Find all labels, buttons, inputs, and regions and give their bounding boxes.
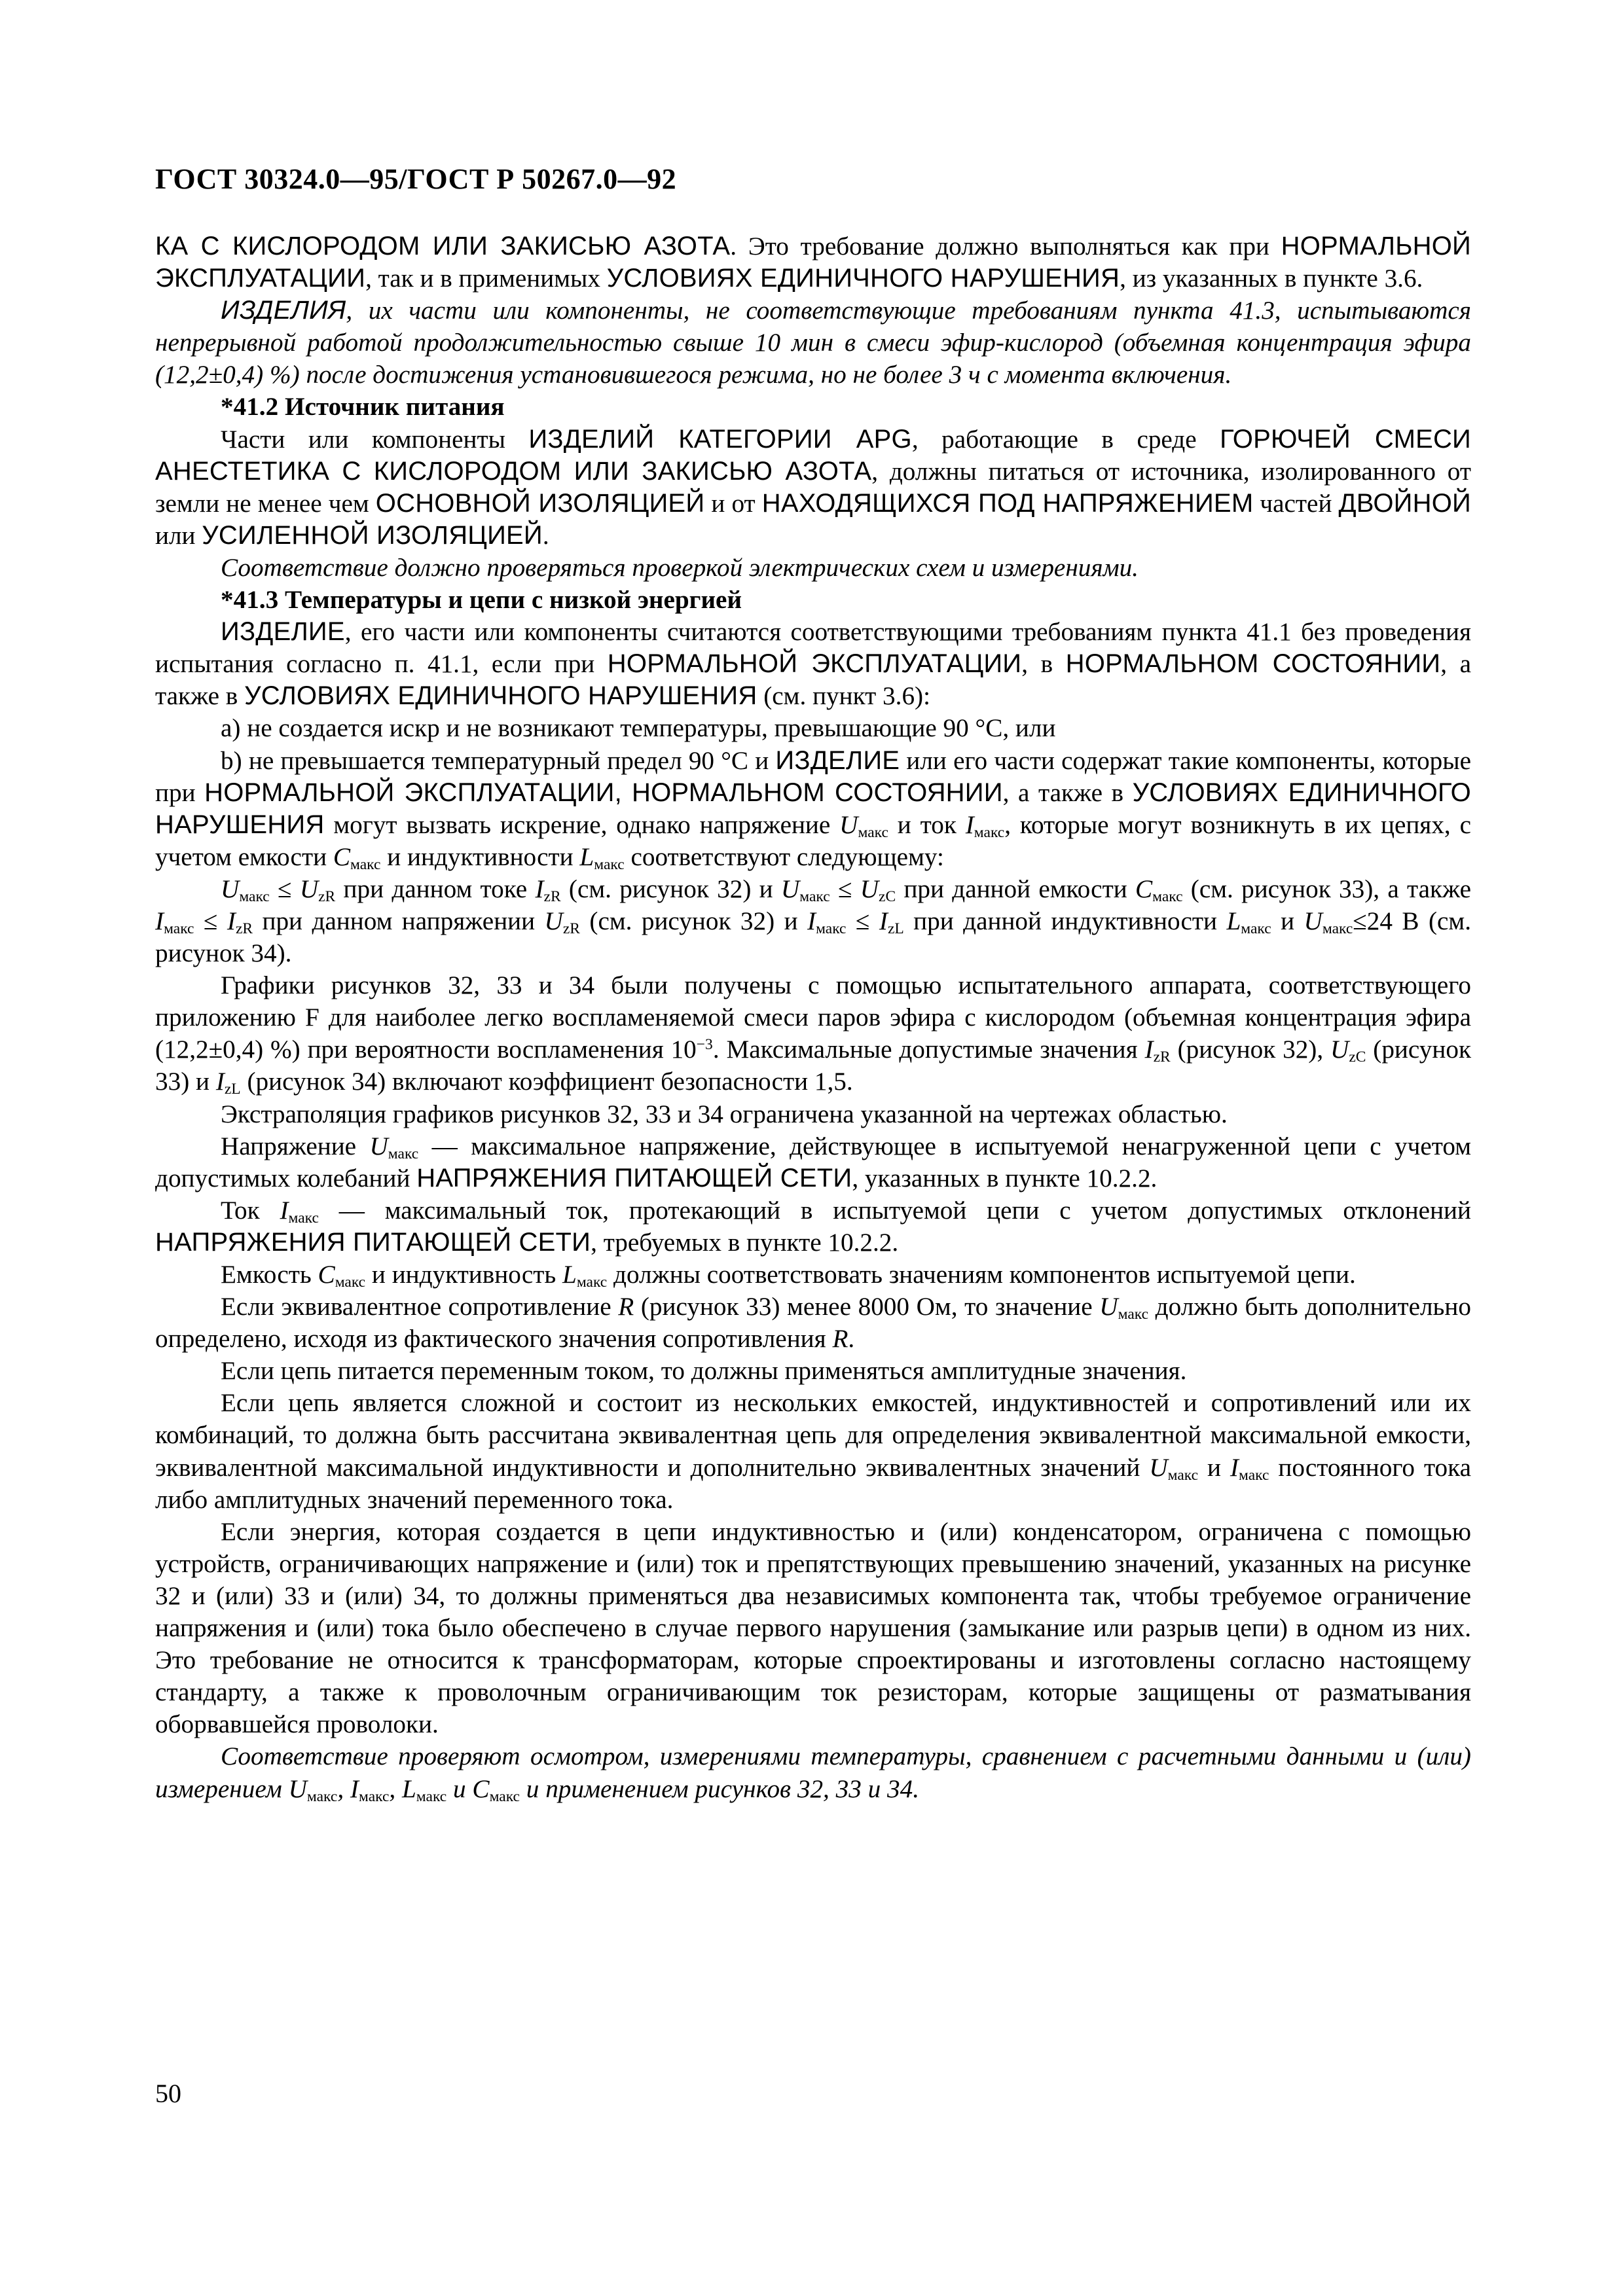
subscript: макс <box>164 920 194 937</box>
text: Емкость <box>221 1261 318 1289</box>
text: или <box>155 521 202 550</box>
text: Напряжение <box>221 1132 370 1160</box>
symbol: C <box>1135 874 1153 903</box>
paragraph: Экстраполяция графиков рисунков 32, 33 и 34 ограничена указанной на чертежах областью. <box>221 1100 1228 1128</box>
text: , из указанных в пункте 3.6. <box>1120 264 1423 293</box>
subscript: макс <box>1241 920 1271 937</box>
text: (см. рисунок 32) и <box>560 874 781 903</box>
text: (рисунок 33) менее 8000 Ом, то значение <box>634 1293 1100 1321</box>
text: (см. пункт 3.6): <box>757 682 930 711</box>
operator: ≤ <box>194 906 227 935</box>
text: (см. рисунок 32) и <box>579 906 807 935</box>
text: и <box>447 1774 473 1803</box>
term: НАПРЯЖЕНИЯ ПИТАЮЩЕЙ СЕТИ <box>155 1227 591 1257</box>
subscript: макс <box>799 888 830 905</box>
symbol: U <box>1099 1293 1118 1321</box>
subscript: zC <box>879 888 896 905</box>
text: . Максимальные допустимые значения <box>712 1035 1145 1064</box>
text: , которые могут возникнуть в их цепях, с учетом емкости <box>155 810 1471 871</box>
subscript: макс <box>239 888 270 905</box>
subscript: макс <box>1118 1305 1149 1323</box>
term: ГОРЮЧЕЙ СМЕСИ АНЕСТЕТИКА С КИСЛОРОДОМ ИЛИ ЗАКИСЬЮ АЗОТА <box>155 424 1472 486</box>
text: или его части содержат такие компоненты, которые при <box>155 746 1471 807</box>
paragraph-italic <box>155 1740 1471 1804</box>
text: и индуктивность <box>365 1261 563 1289</box>
text: и ток <box>888 810 966 839</box>
text: . Это требование должно выполняться как при <box>730 232 1281 260</box>
symbol: C <box>472 1774 490 1803</box>
term: УСЛОВИЯХ ЕДИНИЧНОГО НАРУШЕНИЯ <box>155 778 1471 839</box>
term: НАПРЯЖЕНИЯ ПИТАЮЩЕЙ СЕТИ <box>416 1163 852 1193</box>
text: , работающие в среде <box>911 425 1220 454</box>
subscript: макс <box>388 1145 419 1162</box>
text: и применением рисунков 32, 33 и 34. <box>520 1774 919 1803</box>
subscript: макс <box>1238 1466 1269 1484</box>
subscript: макс <box>489 1787 520 1805</box>
text: Если эквивалентное сопротивление <box>221 1293 619 1321</box>
subscript: zR <box>318 888 336 905</box>
text: , требуемых в пункте 10.2.2. <box>591 1228 899 1257</box>
subscript: zR <box>562 920 580 937</box>
symbol: L <box>579 842 594 871</box>
subscript: макс <box>306 1787 338 1805</box>
term: УСИЛЕННОЙ ИЗОЛЯЦИЕЙ <box>202 520 543 550</box>
subscript: макс <box>288 1209 319 1227</box>
text: должно быть дополнительно определено, исходя из фактического значения сопротивления <box>155 1293 1471 1354</box>
text: постоянного тока либо амплитудных значений переменного тока. <box>155 1453 1471 1514</box>
symbol: I <box>807 906 816 935</box>
paragraph <box>155 1291 1471 1355</box>
text: , так и в применимых <box>365 264 607 293</box>
symbol: I <box>965 810 974 839</box>
term: ОСНОВНОЙ ИЗОЛЯЦИЕЙ <box>375 488 705 518</box>
symbol: U <box>780 874 800 903</box>
subscript: макс <box>816 920 847 937</box>
text: и от <box>704 489 762 518</box>
text: , <box>337 1774 350 1803</box>
term: ДВОЙНОЙ <box>1338 488 1471 518</box>
term: УСЛОВИЯХ ЕДИНИЧНОГО НАРУШЕНИЯ <box>606 264 1120 293</box>
term: УСЛОВИЯХ ЕДИНИЧНОГО НАРУШЕНИЯ <box>244 681 757 711</box>
text: ≤24 В (см. рисунок 34). <box>155 906 1472 968</box>
operator: ≤ <box>269 874 300 903</box>
subscript: макс <box>358 1787 390 1805</box>
text: , а также в <box>1002 778 1133 807</box>
subscript: макс <box>416 1787 447 1805</box>
text: (см. рисунок 33), а также <box>1182 874 1471 903</box>
document-body <box>155 230 1471 1805</box>
text: (рисунок 32), <box>1170 1035 1330 1064</box>
text: , их части или компоненты, не соответствующие требованиям пункта 41.3, испытываются непрерывной работой продолжительностью свыше 10 мин в смеси эфир-кислород (объемная концентрация эфира (12,2±0,4) %) после достижения установившегося режима, но не более 3 ч с момента включения. <box>155 296 1471 389</box>
symbol: U <box>1304 906 1322 935</box>
text: при данном токе <box>335 874 536 903</box>
symbol: I <box>535 874 544 903</box>
text: — максимальное напряжение, действующее в испытуемой ненагруженной цепи с учетом допустимых колебаний <box>155 1132 1471 1193</box>
symbol: I <box>155 906 164 935</box>
list-item-b <box>155 745 1471 873</box>
text: b) не превышается температурный предел 90 °C и <box>221 746 776 775</box>
subscript: макс <box>576 1273 608 1291</box>
text: и <box>1198 1453 1230 1482</box>
symbol: L <box>562 1261 577 1289</box>
paragraph: Если цепь питается переменным током, то должны применяться амплитудные значения. <box>221 1357 1187 1386</box>
paragraph-formulas <box>155 873 1471 969</box>
paragraph <box>155 969 1471 1098</box>
term: КА С КИСЛОРОДОМ ИЛИ ЗАКИСЬЮ АЗОТА <box>155 232 731 260</box>
symbol: I <box>227 906 236 935</box>
text: , а также в <box>155 650 1471 711</box>
symbol: I <box>280 1196 289 1225</box>
subscript: макс <box>858 823 888 841</box>
text: могут вызвать искрение, однако напряжение <box>324 810 840 839</box>
paragraph <box>155 1387 1471 1515</box>
text: при данной емкости <box>896 874 1135 903</box>
symbol: C <box>318 1261 335 1289</box>
term: ИЗДЕЛИЕ <box>221 617 345 647</box>
symbol: I <box>215 1067 225 1096</box>
text: , <box>389 1774 402 1803</box>
subscript: zL <box>887 920 904 937</box>
term: ИЗДЕЛИЯ <box>221 296 346 325</box>
subscript: макс <box>350 855 381 873</box>
symbol: U <box>1330 1035 1349 1064</box>
term: НАХОДЯЩИХСЯ ПОД НАПРЯЖЕНИЕМ <box>761 488 1254 518</box>
term: НОРМАЛЬНОМ СОСТОЯНИИ <box>1065 649 1441 679</box>
text: должны соответствовать значениям компонентов испытуемой цепи. <box>607 1261 1356 1289</box>
term: НОРМАЛЬНОЙ ЭКСПЛУАТАЦИИ <box>607 649 1022 679</box>
text: , его части или компоненты считаются соответствующими требованиям пункта 41.1 без проведения испытания согласно п. 41.1, если при <box>155 618 1471 679</box>
text: — максимальный ток, протекающий в испытуемой цепи с учетом допустимых отклонений <box>318 1196 1471 1225</box>
symbol: I <box>1144 1035 1154 1064</box>
symbol: I <box>350 1774 359 1803</box>
symbol: U <box>860 874 879 903</box>
text: Соответствие проверяют осмотром, измерениями температуры, сравнением с расчетными данными и (или) измерением <box>155 1742 1471 1803</box>
symbol: C <box>333 842 350 871</box>
text: , указанных в пункте 10.2.2. <box>852 1164 1158 1193</box>
term: ИЗДЕЛИЙ КАТЕГОРИИ APG <box>528 424 912 454</box>
symbol: U <box>839 810 858 839</box>
term: НОРМАЛЬНОЙ ЭКСПЛУАТАЦИИ <box>155 232 1471 293</box>
text: (рисунок 34) включают коэффициент безопасности 1,5. <box>240 1067 853 1096</box>
operator: ≤ <box>830 874 860 903</box>
symbol: R <box>832 1325 848 1354</box>
symbol: U <box>544 906 563 935</box>
superscript: −3 <box>696 1036 713 1054</box>
page-number: 50 <box>155 2079 181 2108</box>
paragraph <box>155 616 1471 712</box>
symbol: L <box>402 1774 416 1803</box>
symbol: U <box>221 874 240 903</box>
text: Части или компоненты <box>221 425 529 454</box>
text: и <box>1271 906 1304 935</box>
section-heading-41-3: *41.3 Температуры и цепи с низкой энергией <box>221 586 742 615</box>
symbol: I <box>879 906 888 935</box>
symbol: R <box>618 1293 634 1321</box>
text: , в <box>1021 650 1066 679</box>
subscript: zR <box>235 920 253 937</box>
text: частей <box>1253 489 1339 518</box>
term: ИЗДЕЛИЕ <box>775 745 900 775</box>
paragraph <box>155 1259 1471 1291</box>
section-heading-41-2: *41.2 Источник питания <box>221 393 505 422</box>
text: . <box>542 521 549 550</box>
paragraph <box>155 423 1471 552</box>
list-item-a: а) не создается искр и не возникают температуры, превышающие 90 °C, или <box>221 714 1056 743</box>
subscript: zR <box>1153 1049 1171 1066</box>
text: Графики рисунков 32, 33 и 34 были получены с помощью испытательного аппарата, соответствующего приложению F для наиболее легко воспламеняемой смеси паров эфира с кислородом (объемная концентрация эфира (12,2±0,4) %) при вероятности воспламенения 10 <box>155 971 1471 1064</box>
operator: ≤ <box>846 906 879 935</box>
symbol: I <box>1230 1453 1239 1482</box>
text: Если цепь является сложной и состоит из нескольких емкостей, индуктивностей и сопротивлений или их комбинаций, то должна быть рассчитана эквивалентная цепь для определения эквивалентной максимальной емкости, эквивалентной максимальной индуктивности и дополнительно эквивалентных значений <box>155 1389 1471 1482</box>
paragraph <box>155 1130 1471 1194</box>
text: Ток <box>221 1196 280 1225</box>
symbol: U <box>1149 1453 1168 1482</box>
paragraph <box>155 230 1471 295</box>
text: (рисунок 33) и <box>155 1035 1471 1096</box>
symbol: U <box>369 1132 388 1160</box>
paragraph <box>155 1194 1471 1259</box>
text: при данной индуктивности <box>903 906 1227 935</box>
paragraph-italic <box>155 295 1471 391</box>
subscript: макс <box>974 823 1005 841</box>
subscript: макс <box>1167 1466 1199 1484</box>
text: при данном напряжении <box>253 906 545 935</box>
term: НОРМАЛЬНОЙ ЭКСПЛУАТАЦИИ, НОРМАЛЬНОМ СОСТОЯНИИ <box>204 778 1003 807</box>
paragraph-italic: Соответствие должно проверяться проверкой электрических схем и измерениями. <box>221 553 1139 582</box>
subscript: макс <box>1152 888 1183 905</box>
page-header: ГОСТ 30324.0—95/ГОСТ Р 50267.0—92 <box>155 163 677 195</box>
symbol: L <box>1226 906 1241 935</box>
paragraph: Если энергия, которая создается в цепи индуктивностью и (или) конденсатором, ограничена с помощью устройств, ограничивающих напряжение и (или) ток и препятствующих превышению значений, указанных на рисунке 32 и (или) 33 и (или) 34, то должны применяться два независимых компонента так, чтобы требуемое ограничение напряжения и (или) тока было обеспечено в случае первого нарушения (замыкание или разрыв цепи) в одном из них. Это требование не относится к трансформаторам, которые спроектированы и изготовлены согласно настоящему стандарту, а также к проволочным ограничивающим ток резисторам, которые защищены от разматывания оборвавшейся проволоки. <box>155 1517 1471 1739</box>
subscript: макс <box>594 855 625 873</box>
subscript: zL <box>224 1081 241 1098</box>
symbol: U <box>288 1774 307 1803</box>
text: соответствуют следующему: <box>624 842 944 871</box>
text: , должны питаться от источника, изолированного от земли не менее чем <box>155 457 1471 518</box>
subscript: макс <box>1322 920 1353 937</box>
symbol: U <box>299 874 319 903</box>
subscript: zC <box>1349 1049 1366 1066</box>
text: и индуктивности <box>380 842 580 871</box>
subscript: zR <box>543 888 561 905</box>
subscript: макс <box>335 1273 366 1291</box>
text: . <box>848 1325 855 1354</box>
